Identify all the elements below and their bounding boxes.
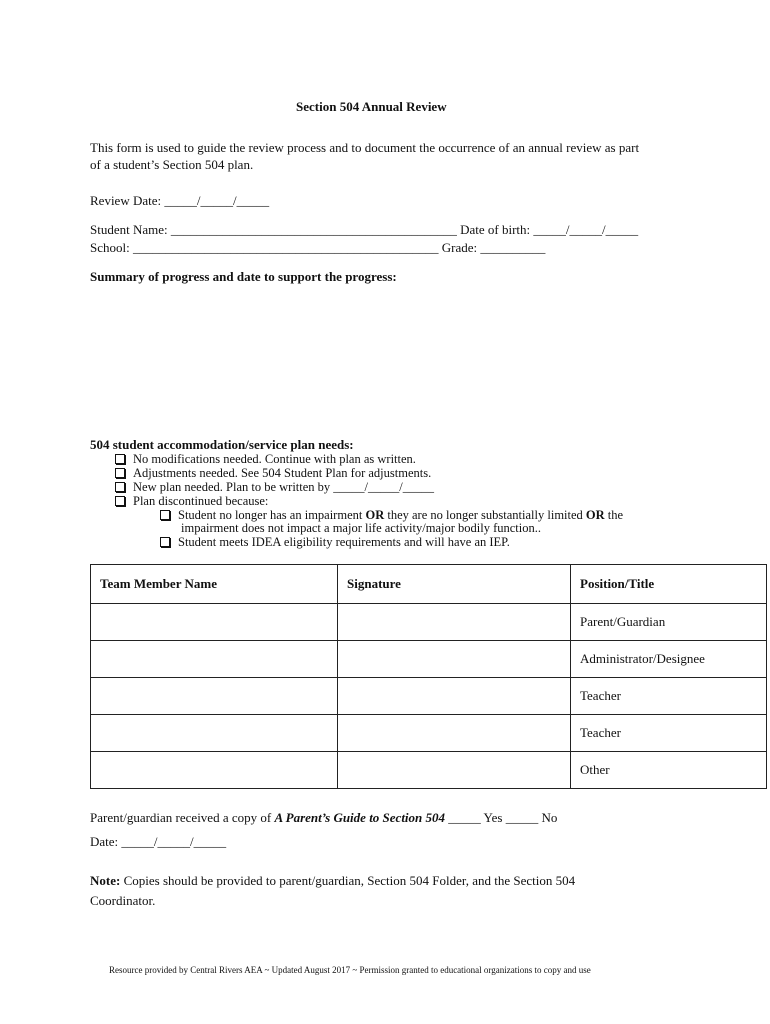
position-cell: Other	[571, 752, 767, 789]
note-line-1: Note: Copies should be provided to parent/guardian, Section 504 Folder, and the Section 504	[90, 873, 576, 888]
page-title: Section 504 Annual Review	[296, 99, 447, 114]
student-name-field[interactable]: Student Name: ____________________________________________ Date of birth: _____/_____/_____	[90, 222, 639, 237]
footer: Resource provided by Central Rivers AEA ~ Updated August 2017 ~ Permission granted to educational organizations to copy and use	[109, 965, 591, 975]
header-team-member-name: Team Member Name	[91, 565, 338, 604]
team-member-name-cell[interactable]	[91, 641, 338, 678]
position-cell: Administrator/Designee	[571, 641, 767, 678]
option-adjustments[interactable]: Adjustments needed. See 504 Student Plan for adjustments.	[115, 466, 431, 481]
checkbox-icon[interactable]	[160, 537, 170, 547]
date-field[interactable]: Date: _____/_____/_____	[90, 834, 227, 849]
team-members-table	[90, 564, 767, 789]
table-row	[91, 678, 767, 715]
needs-heading: 504 student accommodation/service plan needs:	[90, 437, 354, 452]
option-new-plan[interactable]: New plan needed. Plan to be written by _____/_____/_____	[115, 480, 434, 495]
option-discontinued[interactable]: Plan discontinued because:	[115, 494, 268, 509]
position-cell: Parent/Guardian	[571, 604, 767, 641]
position-cell: Teacher	[571, 678, 767, 715]
checkbox-icon[interactable]	[160, 510, 170, 520]
signature-cell[interactable]	[338, 678, 571, 715]
header-signature: Signature	[338, 565, 571, 604]
sub-option-no-impairment-line2: impairment does not impact a major life activity/major bodily function..	[181, 521, 541, 535]
table-row	[91, 604, 767, 641]
note-line-2: Coordinator.	[90, 893, 156, 908]
summary-heading: Summary of progress and date to support the progress:	[90, 269, 397, 284]
signature-cell[interactable]	[338, 752, 571, 789]
team-member-name-cell[interactable]	[91, 678, 338, 715]
option-no-modifications[interactable]: No modifications needed. Continue with plan as written.	[115, 452, 416, 467]
signature-cell[interactable]	[338, 641, 571, 678]
intro-line-2: of a student’s Section 504 plan.	[90, 157, 254, 172]
position-cell: Teacher	[571, 715, 767, 752]
table-row	[91, 752, 767, 789]
signature-cell[interactable]	[338, 604, 571, 641]
summary-area[interactable]	[90, 290, 766, 430]
team-member-name-cell[interactable]	[91, 715, 338, 752]
sub-option-no-impairment[interactable]: Student no longer has an impairment OR they are no longer substantially limited OR the	[160, 508, 623, 523]
signature-cell[interactable]	[338, 715, 571, 752]
table-row	[91, 715, 767, 752]
intro-line-1: This form is used to guide the review process and to document the occurrence of an annual review as part	[90, 140, 640, 155]
checkbox-icon[interactable]	[115, 482, 125, 492]
guide-received-field[interactable]: Parent/guardian received a copy of A Parent’s Guide to Section 504 _____ Yes _____ No	[90, 810, 558, 825]
checkbox-icon[interactable]	[115, 468, 125, 478]
header-position-title: Position/Title	[571, 565, 767, 604]
school-field[interactable]: School: _______________________________________________ Grade: __________	[90, 240, 546, 255]
checkbox-icon[interactable]	[115, 496, 125, 506]
table-header-row	[91, 565, 767, 604]
review-date-field[interactable]: Review Date: _____/_____/_____	[90, 193, 270, 208]
checkbox-icon[interactable]	[115, 454, 125, 464]
table-row	[91, 641, 767, 678]
team-member-name-cell[interactable]	[91, 604, 338, 641]
team-member-name-cell[interactable]	[91, 752, 338, 789]
sub-option-idea[interactable]: Student meets IDEA eligibility requirements and will have an IEP.	[160, 535, 510, 550]
